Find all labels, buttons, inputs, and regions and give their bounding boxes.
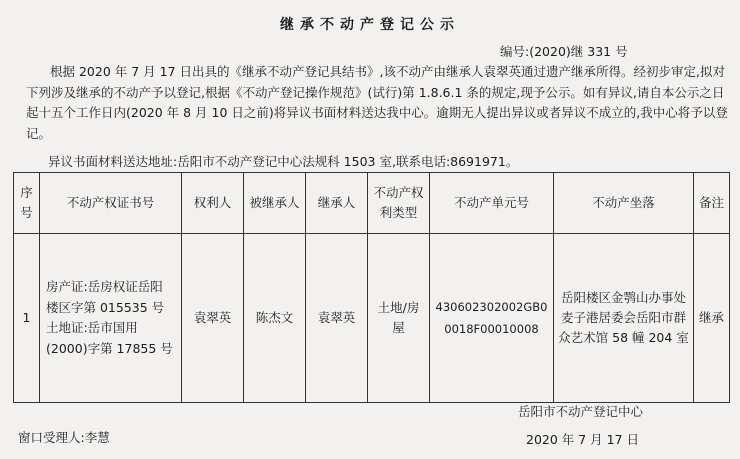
land-cert-number: 土地证:岳市国用(2000)字第 17855 号 — [46, 320, 173, 356]
cell-cert — [40, 234, 182, 403]
table-row — [14, 234, 730, 403]
header-remark: 备注 — [694, 173, 730, 234]
window-receiver: 窗口受理人:李慧 — [18, 430, 110, 445]
table-header-row — [14, 173, 730, 234]
cell-remark: 继承 — [694, 234, 730, 403]
notice-title: 继承不动产登记公示 — [280, 17, 460, 33]
header-seq: 序号 — [14, 173, 40, 234]
header-owner: 权利人 — [182, 173, 244, 234]
header-decedent: 被继承人 — [244, 173, 306, 234]
header-heir: 继承人 — [306, 173, 368, 234]
cell-unit-no: 430602302002GB00018F00010008 — [430, 234, 554, 403]
cell-location: 岳阳楼区金鹗山办事处麦子港居委会岳阳市群众艺术馆 58 幢 204 室 — [554, 234, 694, 403]
cell-right-type: 土地/房屋 — [368, 234, 430, 403]
header-right-type: 不动产权利类型 — [368, 173, 430, 234]
issuing-center: 岳阳市不动产登记中心 — [518, 404, 644, 419]
issue-date: 2020 年 7 月 17 日 — [526, 432, 640, 447]
notice-body — [26, 62, 734, 144]
property-table — [13, 172, 730, 403]
cell-owner: 袁翠英 — [182, 234, 244, 403]
header-unit-no: 不动产单元号 — [430, 173, 554, 234]
cell-decedent: 陈杰文 — [244, 234, 306, 403]
objection-address: 异议书面材料送达地址:岳阳市不动产登记中心法规科 1503 室,联系电话:8691971。 — [48, 154, 519, 169]
cell-heir: 袁翠英 — [306, 234, 368, 403]
header-location: 不动产坐落 — [554, 173, 694, 234]
cell-seq: 1 — [14, 234, 40, 403]
notice-paragraph: 根据 2020 年 7 月 17 日出具的《继承不动产登记具结书》,该不动产由继承人袁翠英通过遗产继承所得。经初步审定,拟对下列涉及继承的不动产予以登记,根据《不动产登记操作规范》(试行)第 1.8.6.1 条的规定,现予公示。如有异议,请自本公示之日起十五个工作日内(2020 年 8 月 10 日之前)将异议书面材料送达我中心。逾期无人提出异议或者异议不成立的,我中心将予以登记。 — [26, 64, 728, 141]
header-cert: 不动产权证书号 — [40, 173, 182, 234]
house-cert-number: 房产证:岳房权证岳阳楼区字第 015535 号 — [46, 279, 165, 315]
document-number: 编号:(2020)继 331 号 — [500, 44, 628, 59]
